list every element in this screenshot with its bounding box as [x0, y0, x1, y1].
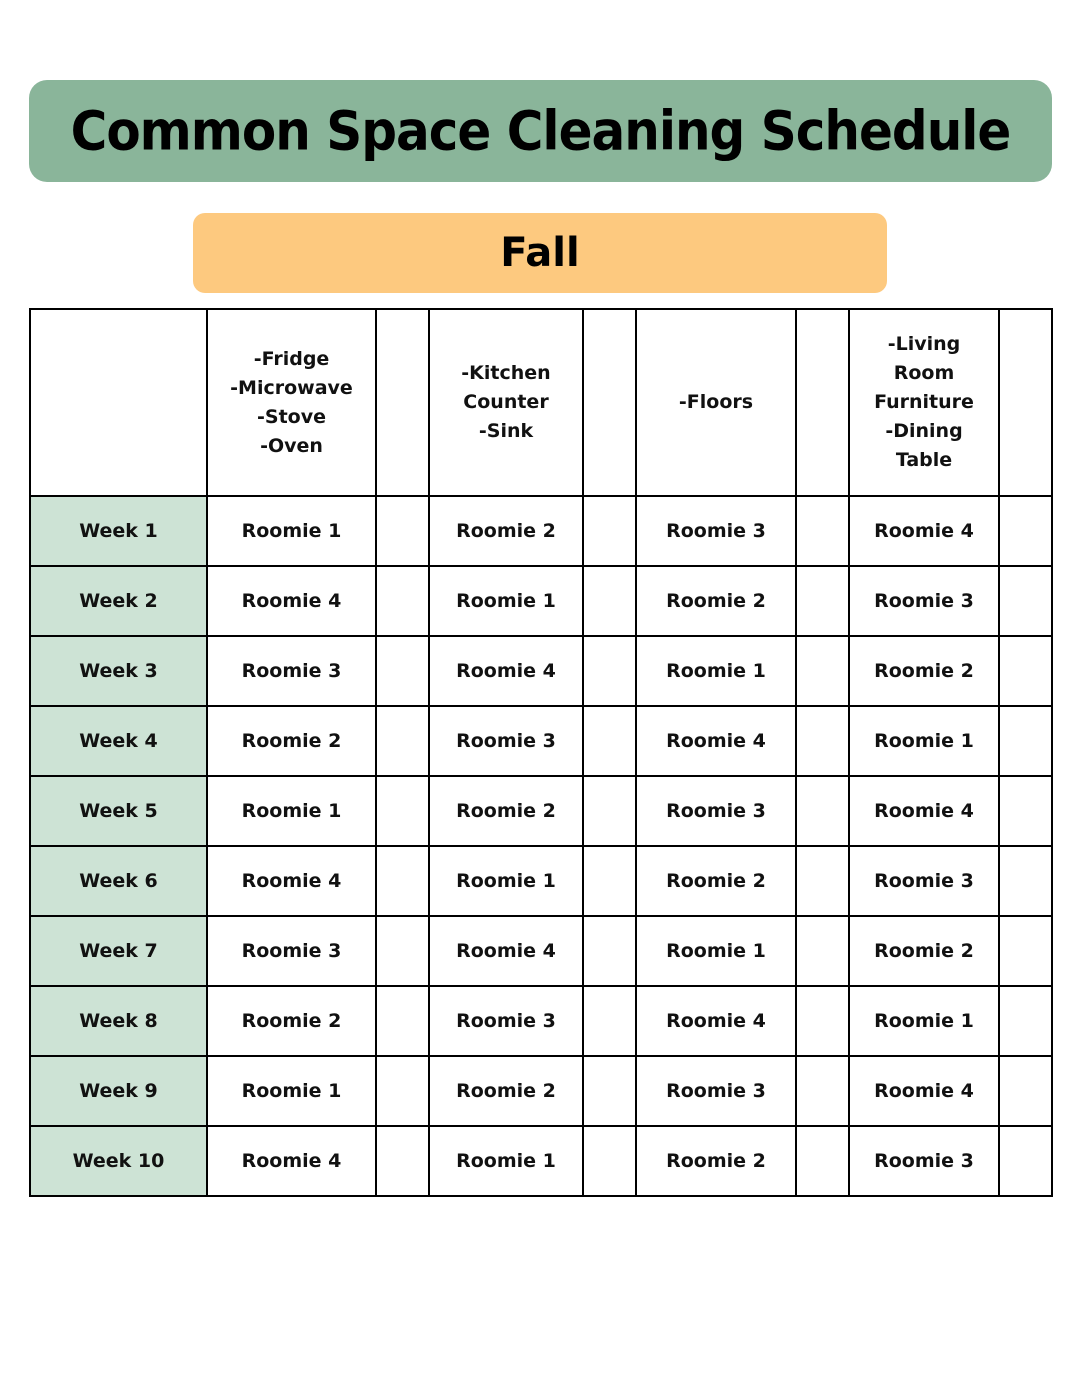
assignee-cell: Roomie 4	[636, 986, 796, 1056]
check-cell[interactable]	[999, 776, 1052, 846]
task-line: -Sink	[478, 420, 534, 442]
assignee-cell: Roomie 1	[207, 776, 376, 846]
table-row	[30, 986, 1052, 1056]
week-label: Week 10	[30, 1126, 207, 1196]
season-label: Fall	[500, 230, 580, 276]
task-header	[636, 309, 796, 496]
check-cell[interactable]	[999, 496, 1052, 566]
check-cell[interactable]	[376, 706, 429, 776]
assignee-cell: Roomie 4	[636, 706, 796, 776]
assignee-cell: Roomie 3	[849, 846, 999, 916]
schedule-table	[29, 308, 1053, 1197]
week-label: Week 4	[30, 706, 207, 776]
check-cell[interactable]	[376, 986, 429, 1056]
assignee-cell: Roomie 1	[636, 636, 796, 706]
week-label: Week 1	[30, 496, 207, 566]
assignee-cell: Roomie 4	[207, 846, 376, 916]
task-line: -Kitchen	[461, 362, 551, 384]
week-label: Week 9	[30, 1056, 207, 1126]
assignee-cell: Roomie 2	[636, 1126, 796, 1196]
check-cell[interactable]	[796, 846, 849, 916]
check-cell[interactable]	[796, 776, 849, 846]
task-line: -Oven	[260, 434, 323, 457]
check-cell[interactable]	[583, 776, 636, 846]
week-label: Week 5	[30, 776, 207, 846]
season-banner	[193, 213, 887, 293]
check-cell[interactable]	[796, 1126, 849, 1196]
assignee-cell: Roomie 2	[207, 986, 376, 1056]
assignee-cell: Roomie 2	[849, 916, 999, 986]
assignee-cell: Roomie 2	[429, 776, 583, 846]
page-title: Common Space Cleaning Schedule	[70, 99, 1011, 163]
header-row	[30, 309, 1052, 496]
table-row	[30, 776, 1052, 846]
check-cell[interactable]	[376, 916, 429, 986]
assignee-cell: Roomie 4	[207, 566, 376, 636]
assignee-cell: Roomie 2	[207, 706, 376, 776]
task-line: -Floors	[678, 391, 754, 413]
week-label: Week 8	[30, 986, 207, 1056]
check-cell	[999, 309, 1052, 496]
task-header	[207, 309, 376, 496]
week-label: Week 6	[30, 846, 207, 916]
assignee-cell: Roomie 1	[429, 846, 583, 916]
check-cell[interactable]	[376, 496, 429, 566]
check-cell[interactable]	[999, 916, 1052, 986]
check-cell[interactable]	[999, 846, 1052, 916]
check-cell[interactable]	[583, 706, 636, 776]
corner-cell	[30, 309, 207, 496]
check-cell[interactable]	[583, 1126, 636, 1196]
assignee-cell: Roomie 2	[849, 636, 999, 706]
check-cell	[583, 309, 636, 496]
assignee-cell: Roomie 1	[636, 916, 796, 986]
assignee-cell: Roomie 2	[429, 496, 583, 566]
task-line: -Dining	[885, 420, 963, 442]
assignee-cell: Roomie 3	[636, 496, 796, 566]
task-line: Furniture	[874, 391, 974, 413]
assignee-cell: Roomie 4	[429, 636, 583, 706]
table-row	[30, 496, 1052, 566]
check-cell[interactable]	[999, 1056, 1052, 1126]
check-cell[interactable]	[999, 636, 1052, 706]
check-cell[interactable]	[999, 1126, 1052, 1196]
task-header	[429, 309, 583, 496]
table-row	[30, 1126, 1052, 1196]
assignee-cell: Roomie 3	[849, 566, 999, 636]
assignee-cell: Roomie 2	[636, 846, 796, 916]
check-cell[interactable]	[796, 636, 849, 706]
check-cell[interactable]	[796, 916, 849, 986]
assignee-cell: Roomie 3	[849, 1126, 999, 1196]
task-line: -Microwave	[230, 376, 353, 399]
task-line: -Living	[887, 333, 961, 355]
check-cell[interactable]	[583, 636, 636, 706]
table-row	[30, 1056, 1052, 1126]
task-line: -Stove	[257, 405, 326, 428]
task-line: -Fridge	[253, 347, 330, 370]
assignee-cell: Roomie 1	[207, 496, 376, 566]
week-label: Week 2	[30, 566, 207, 636]
assignee-cell: Roomie 3	[429, 986, 583, 1056]
check-cell[interactable]	[376, 1056, 429, 1126]
assignee-cell: Roomie 2	[429, 1056, 583, 1126]
assignee-cell: Roomie 4	[849, 496, 999, 566]
check-cell[interactable]	[376, 566, 429, 636]
assignee-cell: Roomie 3	[636, 1056, 796, 1126]
check-cell[interactable]	[583, 986, 636, 1056]
check-cell[interactable]	[376, 636, 429, 706]
table-row	[30, 916, 1052, 986]
week-label: Week 3	[30, 636, 207, 706]
assignee-cell: Roomie 1	[849, 706, 999, 776]
check-cell	[376, 309, 429, 496]
assignee-cell: Roomie 3	[636, 776, 796, 846]
check-cell[interactable]	[376, 776, 429, 846]
table-row	[30, 636, 1052, 706]
assignee-cell: Roomie 4	[849, 776, 999, 846]
assignee-cell: Roomie 4	[849, 1056, 999, 1126]
check-cell[interactable]	[999, 706, 1052, 776]
task-line: Room	[893, 362, 955, 384]
check-cell[interactable]	[796, 566, 849, 636]
assignee-cell: Roomie 3	[207, 916, 376, 986]
check-cell[interactable]	[583, 1056, 636, 1126]
assignee-cell: Roomie 4	[429, 916, 583, 986]
assignee-cell: Roomie 3	[207, 636, 376, 706]
check-cell[interactable]	[583, 846, 636, 916]
check-cell[interactable]	[999, 986, 1052, 1056]
check-cell[interactable]	[796, 496, 849, 566]
table-row	[30, 846, 1052, 916]
assignee-cell: Roomie 1	[429, 1126, 583, 1196]
assignee-cell: Roomie 1	[849, 986, 999, 1056]
check-cell[interactable]	[796, 1056, 849, 1126]
check-cell	[796, 309, 849, 496]
task-line: Table	[895, 449, 953, 471]
table-row	[30, 566, 1052, 636]
task-header	[849, 309, 999, 496]
assignee-cell: Roomie 1	[207, 1056, 376, 1126]
check-cell[interactable]	[376, 846, 429, 916]
check-cell[interactable]	[796, 706, 849, 776]
check-cell[interactable]	[796, 986, 849, 1056]
assignee-cell: Roomie 1	[429, 566, 583, 636]
check-cell[interactable]	[583, 566, 636, 636]
check-cell[interactable]	[583, 916, 636, 986]
assignee-cell: Roomie 4	[207, 1126, 376, 1196]
check-cell[interactable]	[376, 1126, 429, 1196]
task-line: Counter	[463, 391, 549, 413]
check-cell[interactable]	[583, 496, 636, 566]
check-cell[interactable]	[999, 566, 1052, 636]
table-row	[30, 706, 1052, 776]
week-label: Week 7	[30, 916, 207, 986]
assignee-cell: Roomie 2	[636, 566, 796, 636]
assignee-cell: Roomie 3	[429, 706, 583, 776]
title-banner	[29, 80, 1052, 182]
